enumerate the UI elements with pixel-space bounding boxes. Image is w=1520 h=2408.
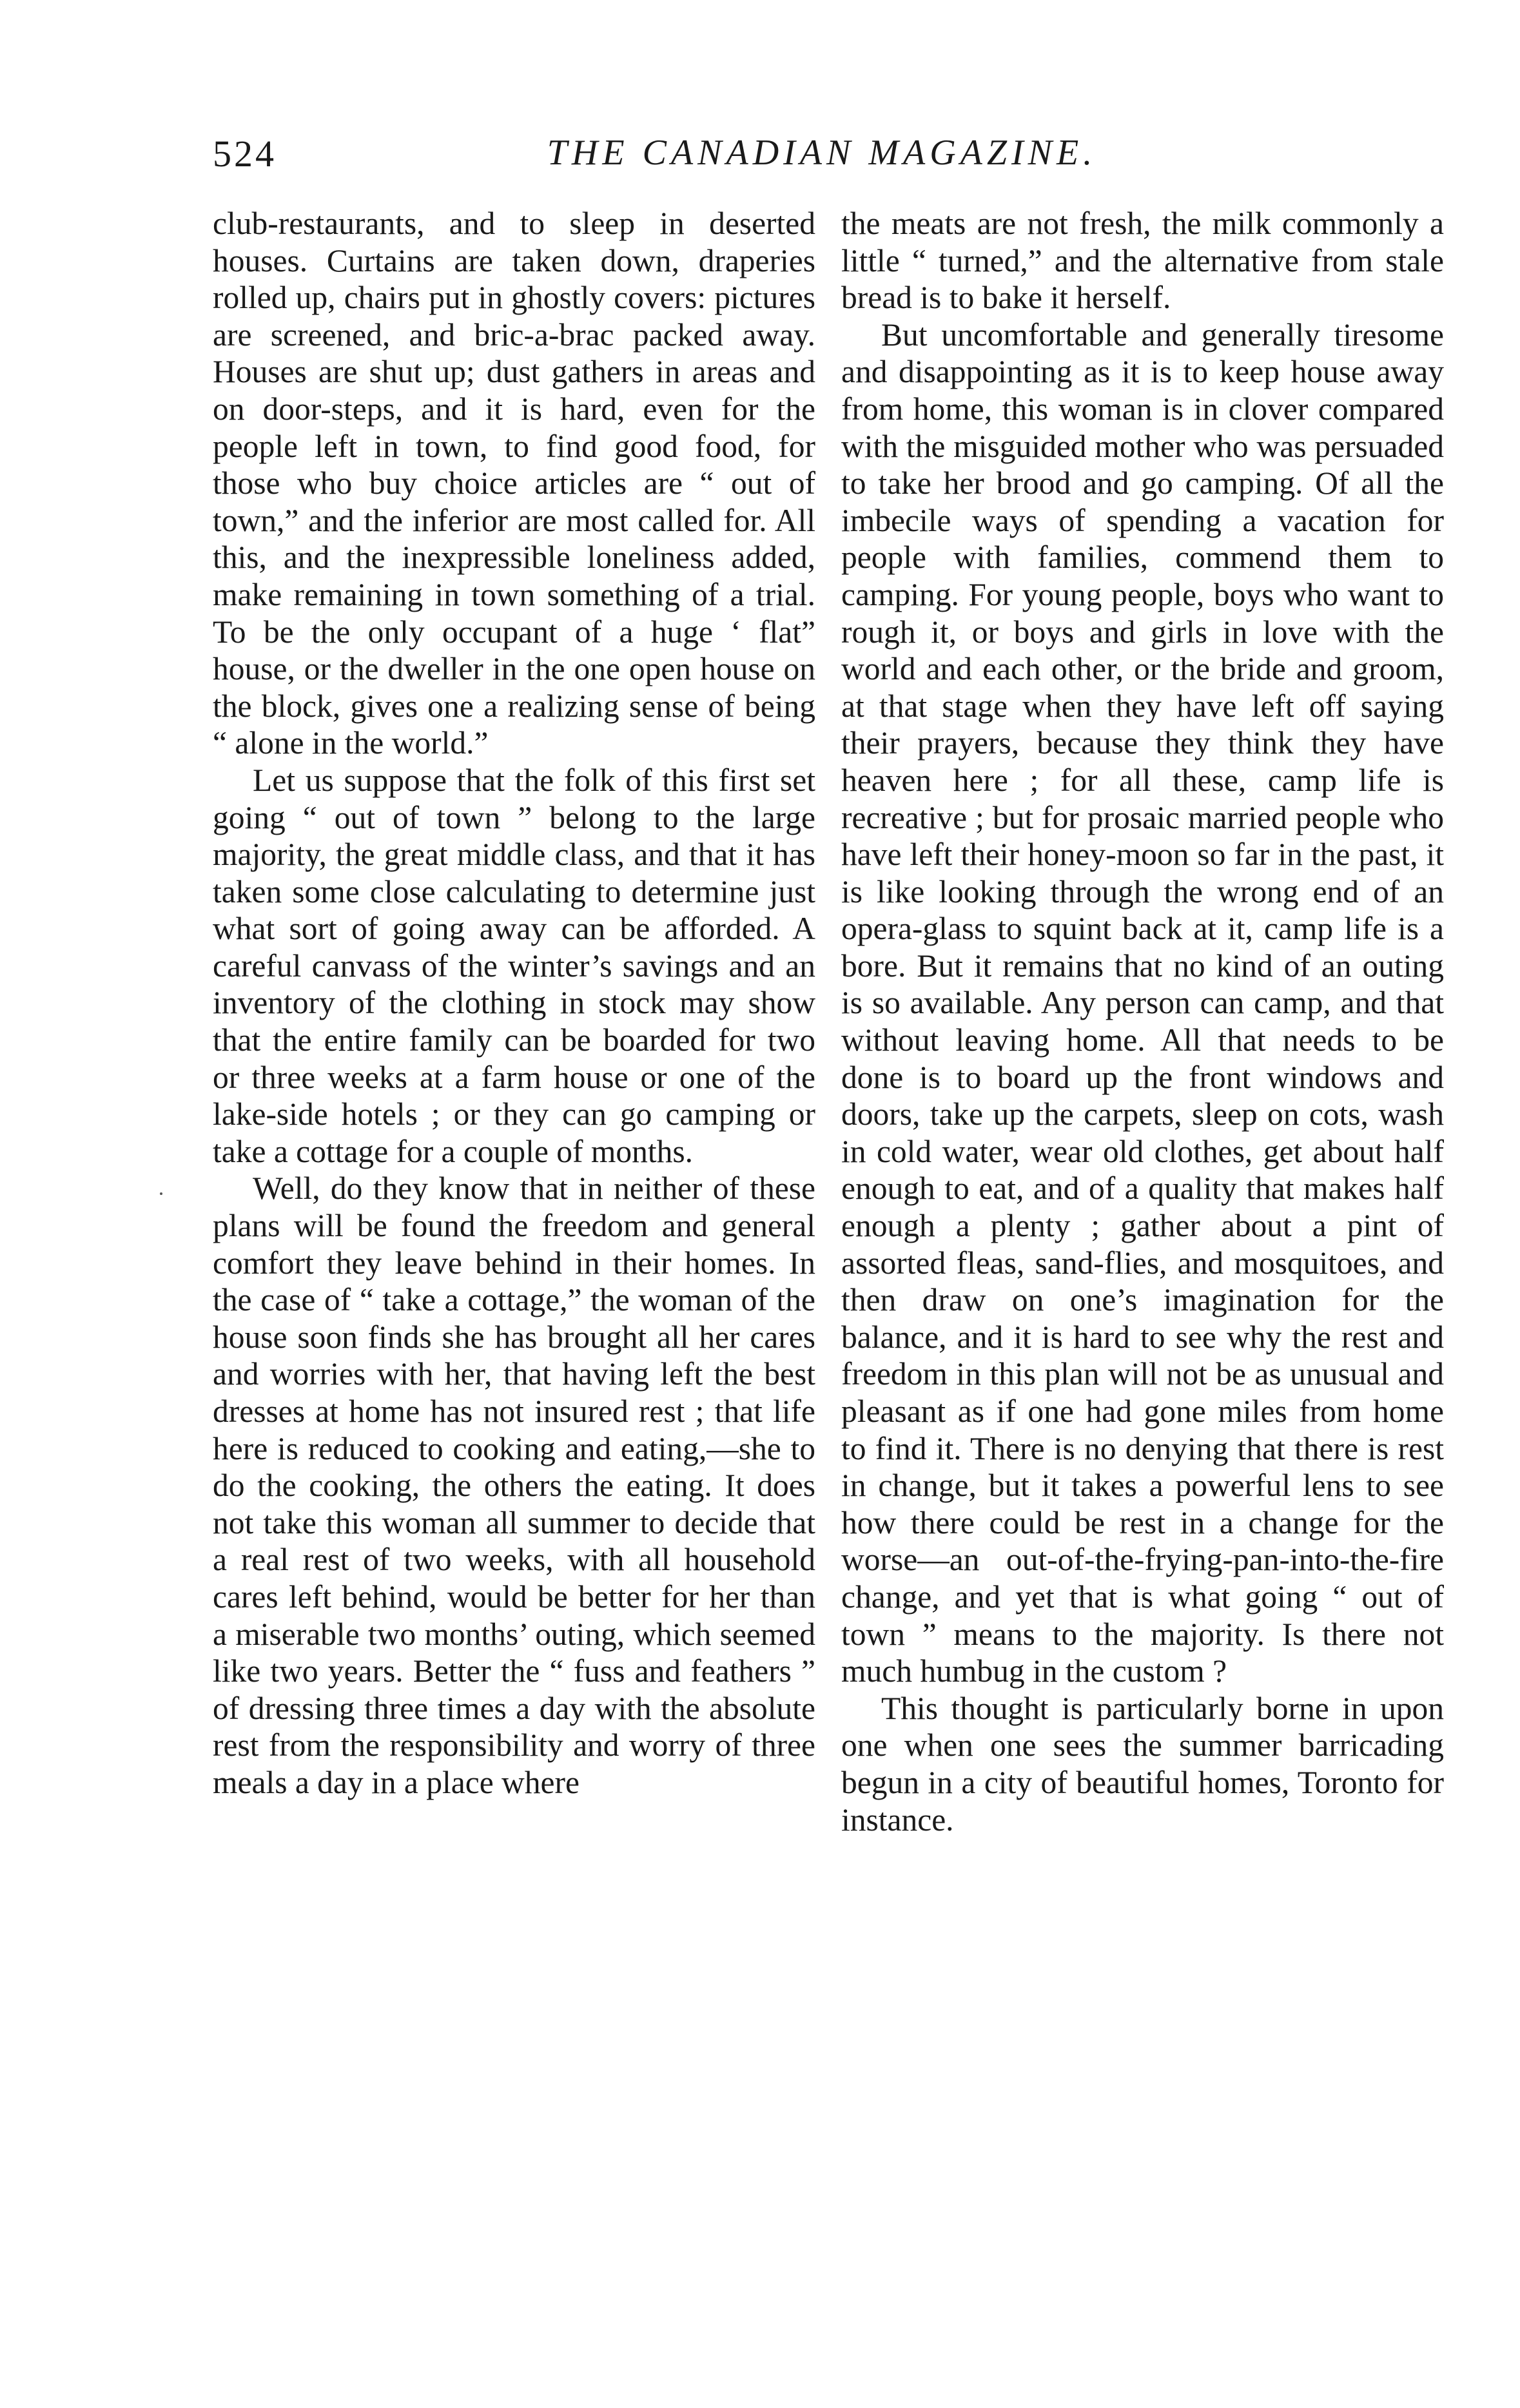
paragraph: Let us suppose that the folk of this first set going “ out of town ” belong to the large majority, the great middle class, and that it has taken some close calculating to determine just what sort of going away can be afforded. A careful canvass of the winter’s savings and an inventory of the clothing in stock may show that the entire family can be boarded for two or three weeks at a farm house or one of the lake-side hotels ; or they can go camping or take a cottage for a couple of months. <box>213 762 815 1169</box>
page-number: 524 <box>213 133 277 175</box>
paragraph: Well, do they know that in neither of these plans will be found the freedom and general comfort they leave behind in their homes. In the case of “ take a cottage,” the woman of the house soon finds she has brought all her cares and worries with her, that having left the best dresses at home has not insured rest ; that life here is reduced to cooking and eating,—she to do the cooking, the others the eating. It does not take this woman all summer to decide that a real rest of two weeks, with all household cares left behind, would be better for her than a miserable two months’ outing, which seemed like two years. Better the “ fuss and feathers ” of dressing three times a day with the absolute rest from the responsibility and worry of three meals a day in a place where <box>213 1170 815 1800</box>
paragraph: But uncomfortable and generally tiresome and disappointing as it is to keep house away from home, this woman is in clover compared with the misguided mother who was persuaded to take her brood and go camping. Of all the imbecile ways of spending a vacation for people with families, commend them to camping. For young people, boys who want to rough it, or boys and girls in love with the world and each other, or the bride and groom, at that stage when they have left off saying their prayers, because they think they have heaven here ; for all these, camp life is recreative ; but for prosaic married people who have left their honey-moon so far in the past, it is like looking through the wrong end of an opera-glass to squint back at it, camp life is a bore. But it remains that no kind of an outing is so available. Any person can camp, and that without leaving home. All that needs to be done is to board up the front windows and doors, take up the carpets, sleep on cots, wash in cold water, wear old clothes, get about half enough to eat, and of a quality that makes half enough a plenty ; gather about a pint of assorted fleas, sand-flies, and mosquitoes, and then draw on one’s imagination for the balance, and it is hard to see why the rest and freedom in this plan will not be as unusual and pleasant as if one had gone miles from home to find it. There is no denying that there is rest in change, but it takes a powerful lens to see how there could be rest in a change for the worse—an out-of-the-frying-pan-into-the-fire change, and yet that is what going “ out of town ” means to the majority. Is there not much humbug in the custom ? <box>841 316 1444 1689</box>
right-column <box>841 205 1444 1838</box>
margin-mark <box>160 1192 162 1195</box>
page-header <box>213 132 1431 190</box>
paragraph: the meats are not fresh, the milk commonly a little “ turned,” and the alternative from stale bread is to bake it herself. <box>841 206 1444 316</box>
paragraph: club-restaurants, and to sleep in deserted houses. Curtains are taken down, draperies rolled up, chairs put in ghostly covers: pictures are screened, and bric-a-brac packed away. Houses are shut up; dust gathers in areas and on door-steps, and it is hard, even for the people left in town, to find good food, for those who buy choice articles are “ out of town,” and the inferior are most called for. All this, and the inexpressible loneliness added, make remaining in town something of a trial. To be the only occupant of a huge ‘ flat” house, or the dweller in the one open house on the block, gives one a realizing sense of being “ alone in the world.” <box>213 206 815 761</box>
left-column <box>213 205 815 1801</box>
running-title: THE CANADIAN MAGAZINE. <box>547 133 1097 173</box>
paragraph: This thought is particularly borne in upon one when one sees the summer barricading begun in a city of beautiful homes, Toronto for instance. <box>841 1690 1444 1838</box>
